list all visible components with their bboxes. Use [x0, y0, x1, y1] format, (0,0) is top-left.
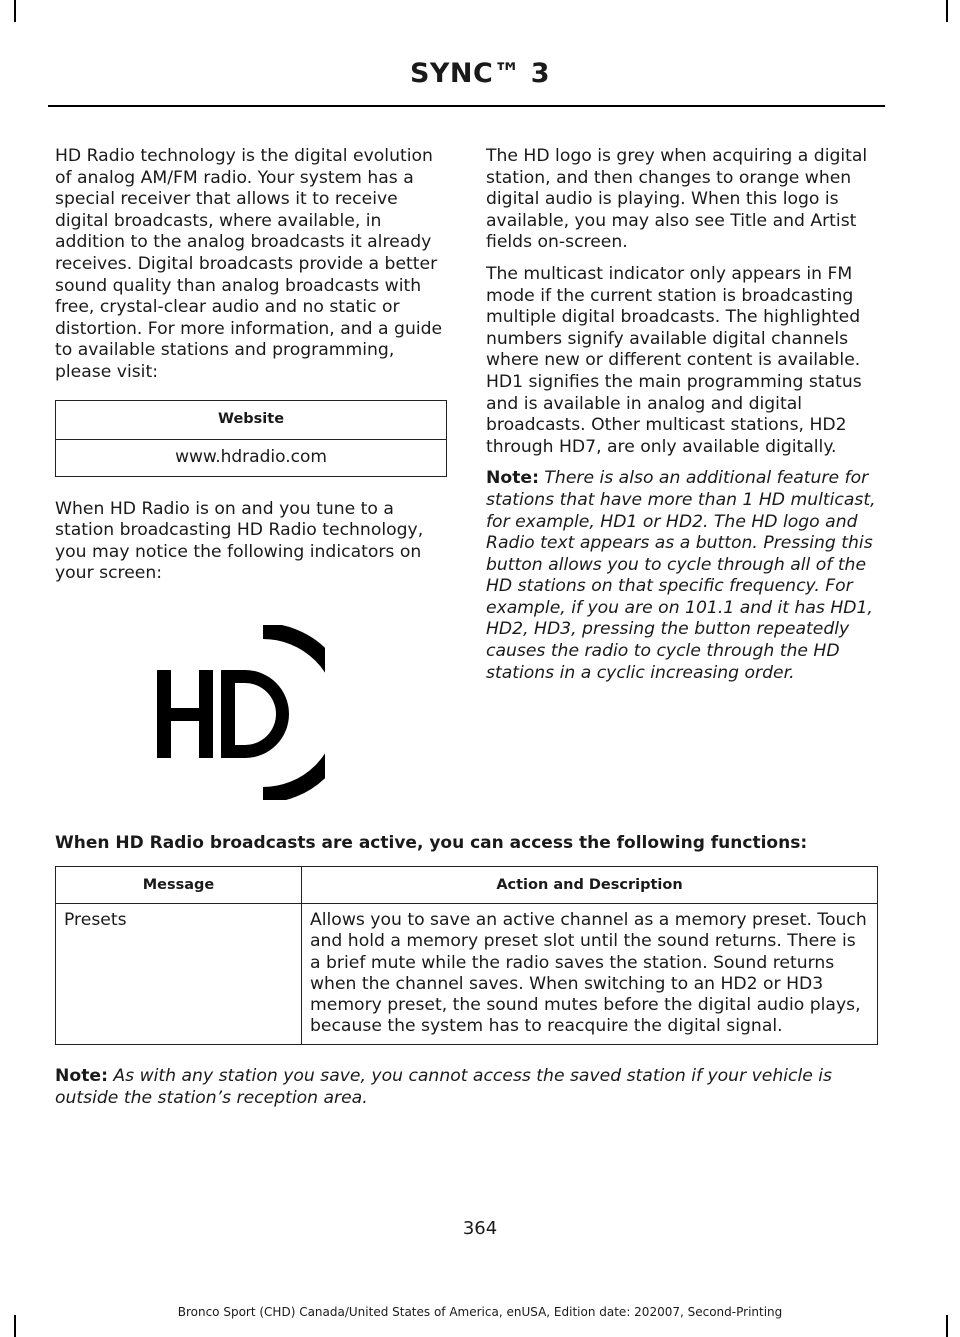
note-paragraph [486, 468, 880, 684]
message-cell: Presets [56, 904, 302, 1045]
description-cell: Allows you to save an active channel as a memory preset. Touch and hold a memory preset slot until the sound returns. There is a brief mute while the radio saves the station. Sound returns when the channel saves. When switching to an HD2 or HD3 memory preset, the sound mutes before the digital audio plays, because the system has to reacquire the digital signal. [302, 904, 878, 1045]
note-text: There is also an additional feature for stations that have more than 1 HD multicast, for example, HD1 or HD2. The HD logo and Radio text appears as a button. Pressing this button allows you to cycle through all of the HD stations on that specific frequency. For example, if you are on 101.1 and it has HD1, HD2, HD3, pressing the button repeatedly causes the radio to cycle through the HD stations in a cyclic increasing order. [486, 468, 876, 683]
right-column [486, 146, 880, 694]
action-column-header: Action and Description [302, 867, 878, 904]
indicators-paragraph: When HD Radio is on and you tune to a station broadcasting HD Radio technology, you may notice the following indicators on your screen: [55, 498, 424, 584]
bottom-note-text: As with any station you save, you cannot access the saved station if your vehicle is outside the station’s reception area. [55, 1066, 833, 1108]
left-column [55, 146, 447, 800]
bottom-note [55, 1066, 878, 1109]
crop-mark [946, 0, 948, 22]
crop-mark [14, 0, 16, 22]
hd-logo-paragraph: The HD logo is grey when acquiring a digital station, and then changes to orange when digital audio is playing. When this logo is available, you may also see Title and Artist fields on-screen. [486, 146, 868, 253]
website-table-header: Website [56, 400, 447, 439]
functions-table [55, 866, 878, 1045]
website-table [55, 400, 447, 477]
table-row [56, 904, 878, 1045]
footer-text: Bronco Sport (CHD) Canada/United States of America, enUSA, Edition date: 202007, Second-Printing [177, 1305, 783, 1319]
page-number: 364 [462, 1218, 498, 1239]
multicast-paragraph: The multicast indicator only appears in FM mode if the current station is broadcasting multiple digital broadcasts. The highlighted numbers signify available digital channels where new or different content is available. HD1 signifies the main programming status and is available in analog and digital broadcasts. Other multicast stations, HD2 through HD7, are only available digitally. [486, 263, 862, 457]
message-column-header: Message [56, 867, 302, 904]
website-link[interactable]: www.hdradio.com [56, 439, 447, 476]
hd-radio-logo-icon [155, 625, 325, 800]
header-divider [48, 105, 885, 107]
page-header-title: SYNC™ 3 [409, 58, 551, 89]
intro-paragraph: HD Radio technology is the digital evolution of analog AM/FM radio. Your system has a special receiver that allows it to receive digital broadcasts, where available, in addition to the analog broadcasts it already receives. Digital broadcasts provide a better sound quality than analog broadcasts with free, crystal-clear audio and no static or distortion. For more information, and a guide to available stations and programming, please visit: [55, 146, 443, 382]
note-label: Note: [486, 468, 539, 489]
bottom-note-label: Note: [55, 1066, 108, 1086]
functions-heading: When HD Radio broadcasts are active, you can access the following functions: [55, 833, 808, 853]
